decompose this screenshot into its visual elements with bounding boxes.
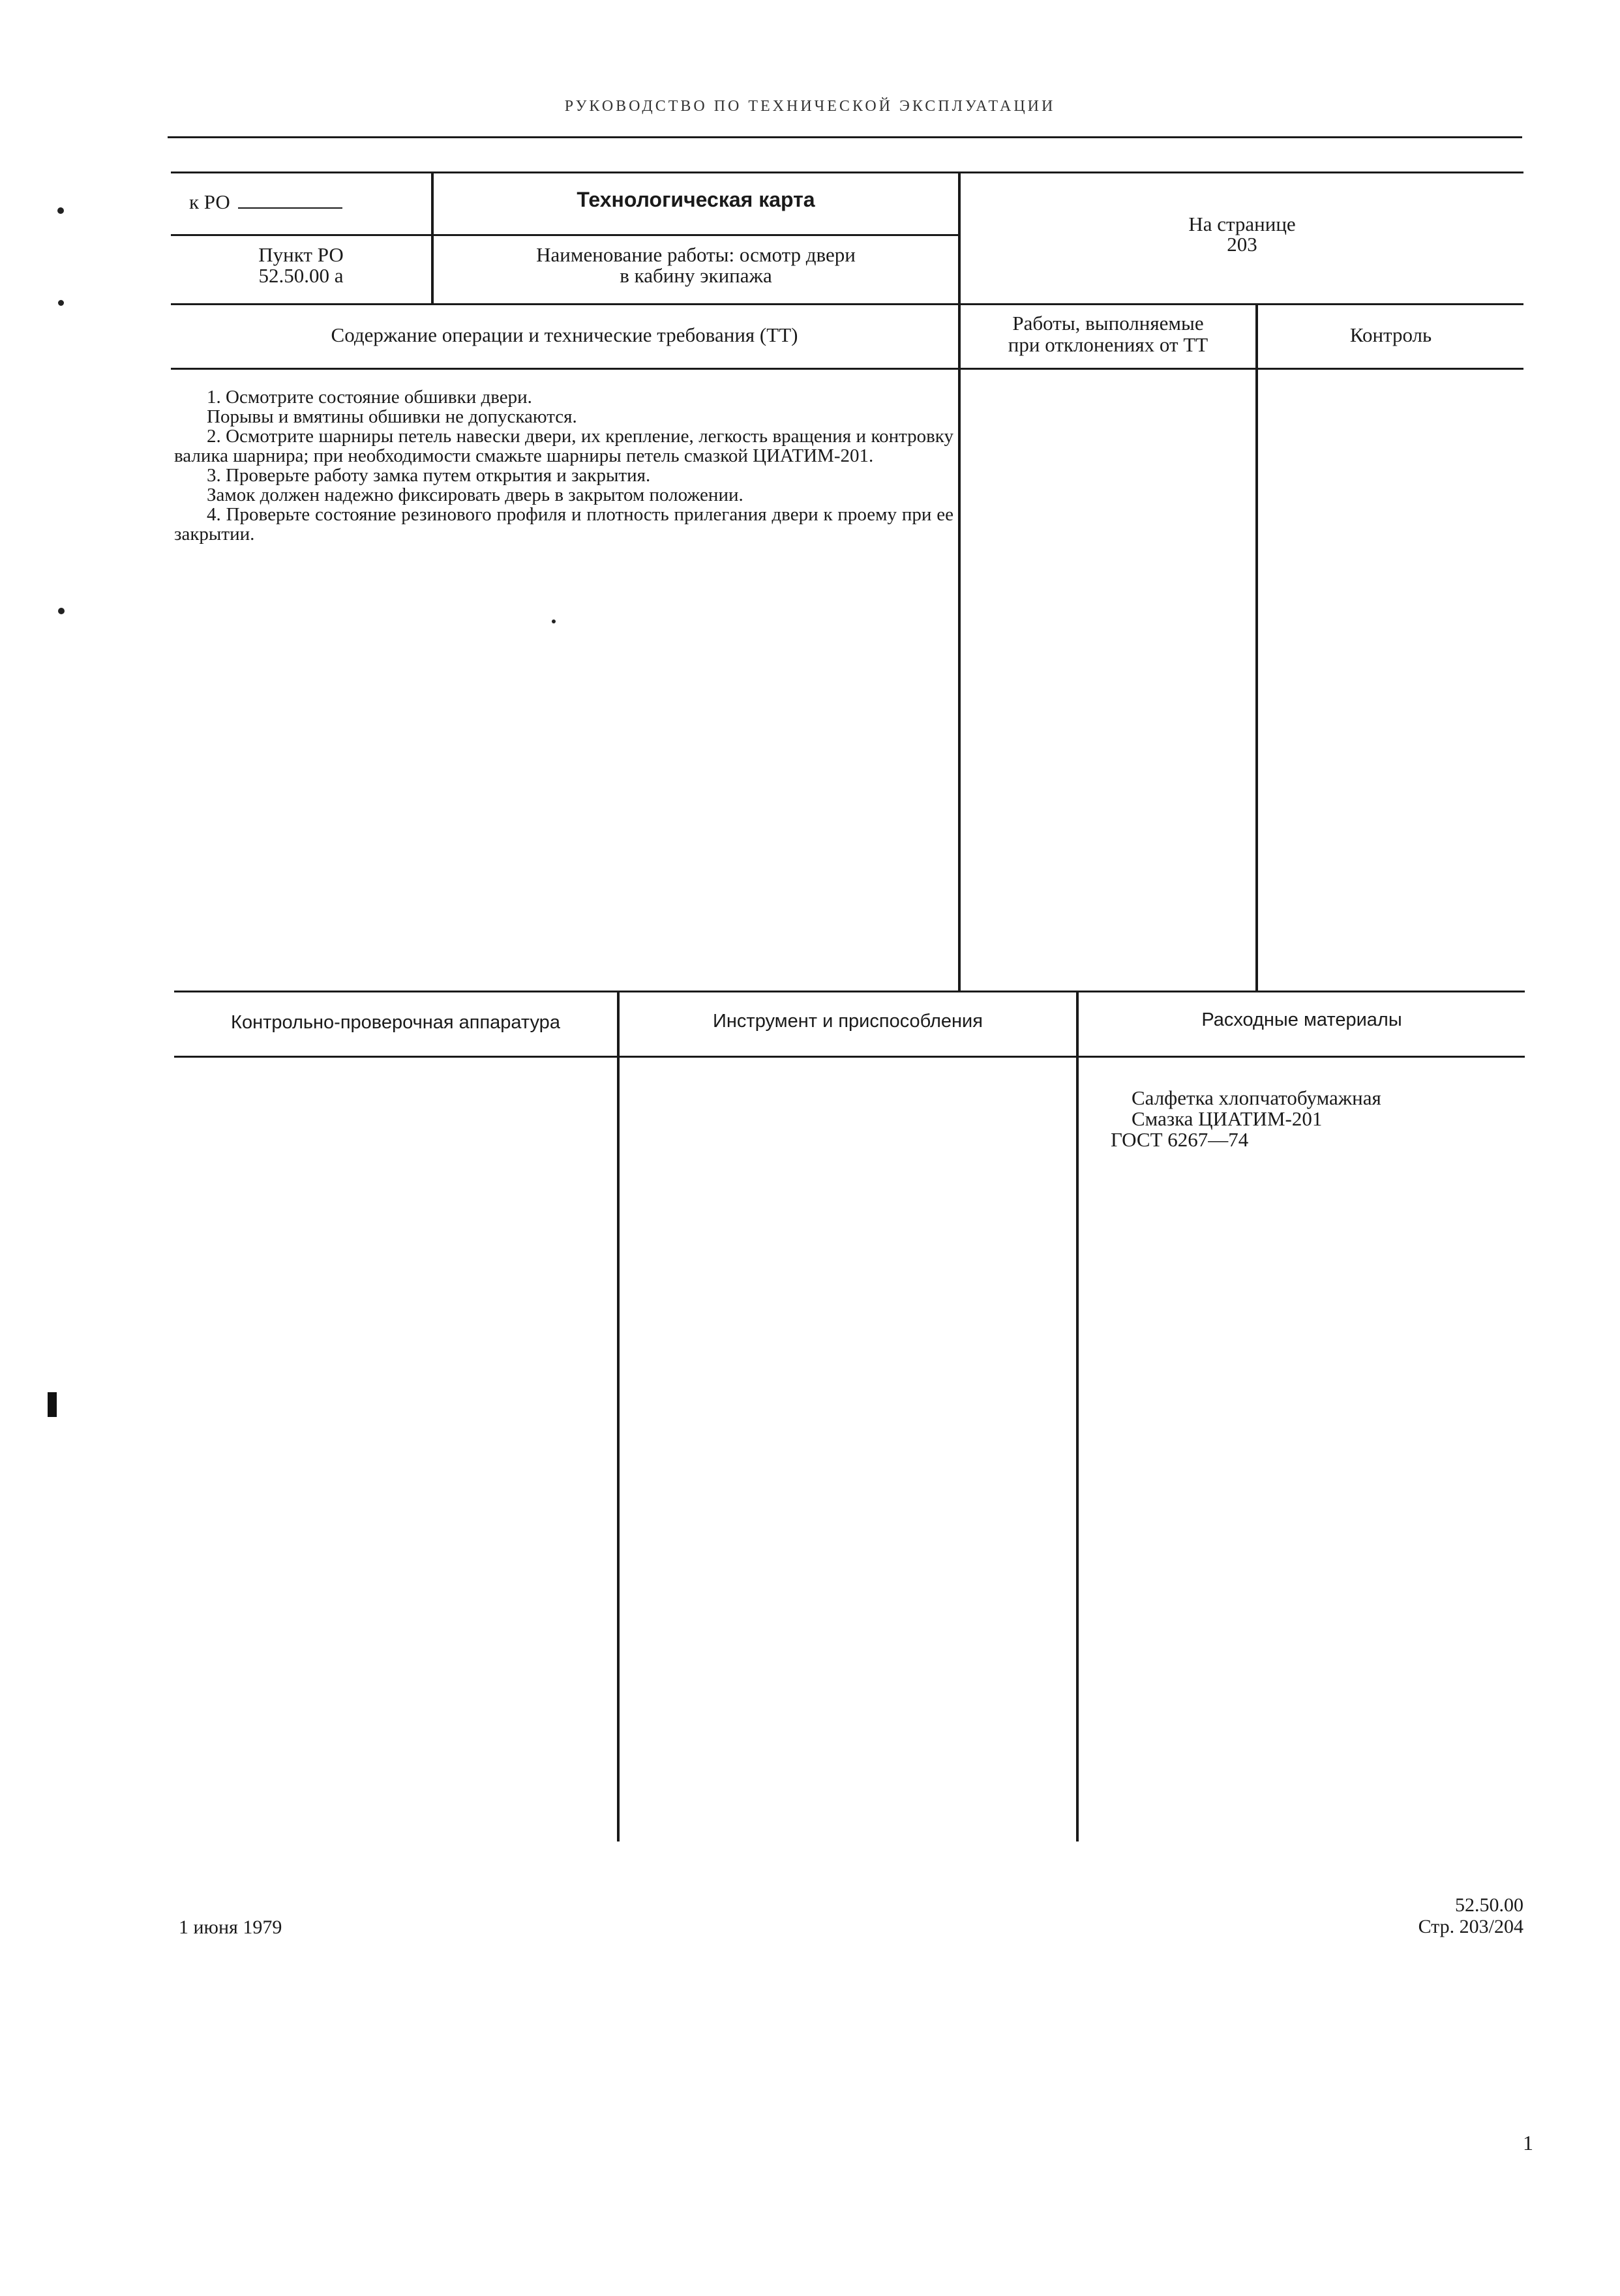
card-mid-rule [171, 234, 960, 236]
k-ro-blank [238, 190, 342, 209]
scan-dot [58, 608, 65, 614]
deviation-header-line1: Работы, выполняемые [1012, 312, 1204, 335]
step-text: Замок должен надежно фиксировать дверь в закрытом положении. [207, 485, 743, 505]
footer-date: 1 июня 1979 [179, 1916, 282, 1938]
card-title: Технологическая карта [577, 188, 815, 211]
card-top-rule [171, 171, 1523, 173]
punkt-value: 52.50.00 а [258, 264, 344, 287]
bottom-divider-1 [617, 991, 620, 1841]
step-text: 2. Осмотрите шарниры петель навески двери, их крепление, легкость вращения и контровку валика шарнира; при необходимости смажьте шарниры петель смазкой ЦИАТИМ-201. [174, 426, 953, 466]
k-ro-label: к РО [189, 190, 230, 213]
scan-dot [552, 619, 556, 623]
control-column-header: Контроль [1349, 323, 1432, 346]
document-header: РУКОВОДСТВО ПО ТЕХНИЧЕСКОЙ ЭКСПЛУАТАЦИИ [564, 98, 1056, 115]
materials-list [1111, 1088, 1381, 1150]
step-text: 1. Осмотрите состояние обшивки двери. [207, 387, 532, 408]
page-ref-value: 203 [1227, 233, 1257, 256]
content-column-header: Содержание операции и технические требования (ТТ) [331, 323, 798, 346]
card-divider-2 [958, 171, 961, 992]
step-text: Порывы и вмятины обшивки не допускаются. [207, 406, 577, 427]
control-divider [1255, 303, 1258, 992]
header-rule [168, 136, 1522, 138]
work-name-line1: Наименование работы: осмотр двери [536, 243, 856, 266]
bottom-table-header-rule [174, 1056, 1525, 1058]
footer-doc-number: 52.50.00 [1455, 1894, 1523, 1916]
scan-dot [58, 300, 64, 306]
k-ro-cell [189, 190, 424, 213]
scan-dot [57, 207, 64, 214]
deviation-header-line2: при отклонениях от ТТ [1008, 333, 1208, 356]
step-text: 3. Проверьте работу замка путем открытия и закрытия. [207, 465, 651, 486]
columns-top-rule [171, 303, 1523, 305]
material-item: Салфетка хлопчатобумажная [1132, 1086, 1381, 1109]
step-text: 4. Проверьте состояние резинового профиля и плотность прилегания двери к проему при ее закрытии. [174, 504, 953, 544]
material-item: ГОСТ 6267—74 [1111, 1128, 1249, 1151]
bottom-table-top-rule [174, 991, 1525, 992]
columns-bottom-rule [171, 368, 1523, 370]
punkt-label: Пункт РО [258, 243, 344, 266]
materials-column-header: Расходные материалы [1201, 1009, 1402, 1030]
tools-column-header: Инструмент и приспособления [713, 1011, 983, 1032]
operation-steps [174, 387, 953, 544]
margin-mark: 1 [1523, 2131, 1533, 2154]
material-item: Смазка ЦИАТИМ-201 [1132, 1107, 1323, 1130]
page-ref-label: На странице [1188, 213, 1296, 235]
equipment-column-header: Контрольно-проверочная аппаратура [231, 1012, 560, 1033]
bottom-divider-2 [1076, 991, 1079, 1841]
work-name-line2: в кабину экипажа [620, 264, 772, 287]
scan-bar [48, 1392, 57, 1417]
footer-page: Стр. 203/204 [1418, 1916, 1523, 1937]
